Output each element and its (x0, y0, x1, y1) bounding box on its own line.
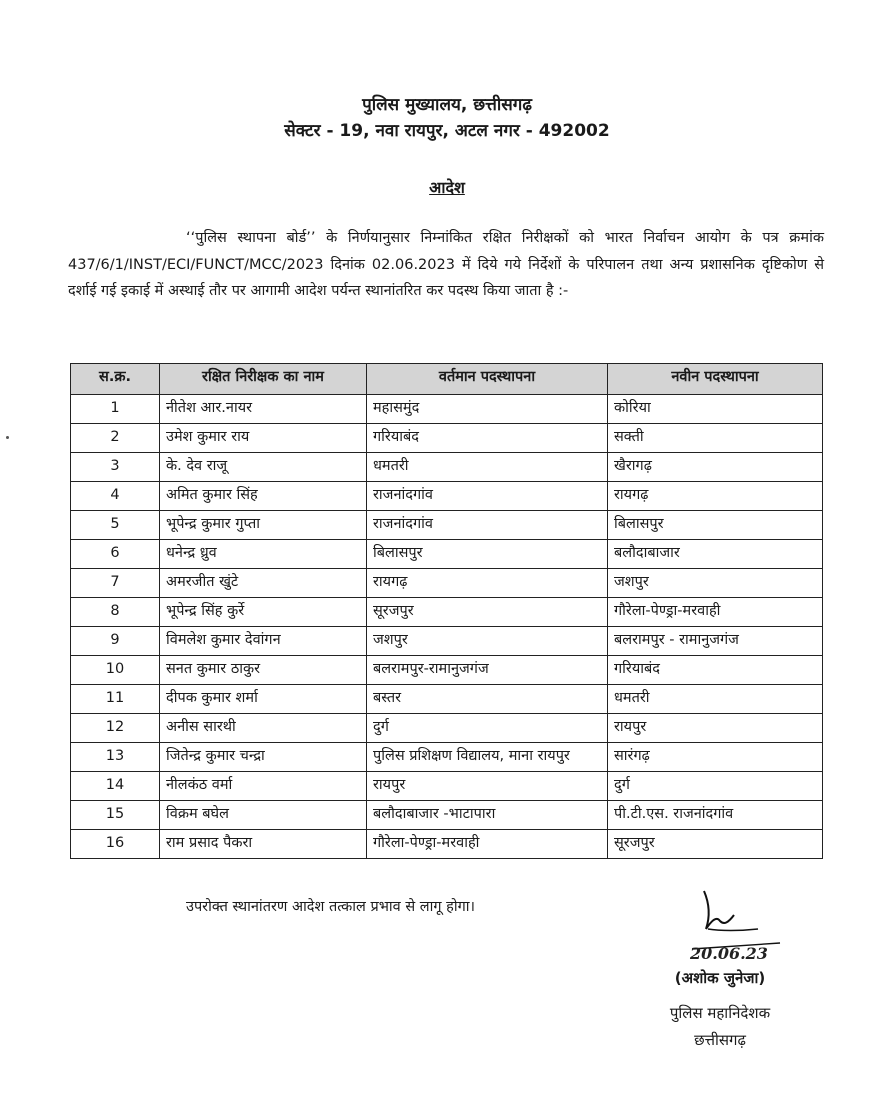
cell-current-posting: बिलासपुर (367, 540, 608, 569)
cell-name: के. देव राजू (160, 453, 367, 482)
cell-new-posting: पी.टी.एस. राजनांदगांव (608, 801, 823, 830)
table-row (71, 598, 823, 627)
scan-speck (6, 436, 9, 439)
cell-new-posting: बिलासपुर (608, 511, 823, 540)
cell-new-posting: दुर्ग (608, 772, 823, 801)
signatory-designation: पुलिस महानिदेशक (669, 1004, 771, 1022)
cell-new-posting: सूरजपुर (608, 830, 823, 859)
cell-serial: 11 (71, 685, 160, 714)
effect-note: उपरोक्त स्थानांतरण आदेश तत्काल प्रभाव से लागू होगा। (186, 899, 475, 915)
cell-current-posting: जशपुर (367, 627, 608, 656)
cell-name: उमेश कुमार राय (160, 424, 367, 453)
cell-current-posting: राजनांदगांव (367, 482, 608, 511)
cell-name: सनत कुमार ठाकुर (160, 656, 367, 685)
table-row (71, 801, 823, 830)
table-row (71, 685, 823, 714)
cell-current-posting: बलरामपुर-रामानुजगंज (367, 656, 608, 685)
cell-serial: 6 (71, 540, 160, 569)
table-body (71, 395, 823, 859)
cell-new-posting: खैरागढ़ (608, 453, 823, 482)
cell-current-posting: सूरजपुर (367, 598, 608, 627)
signatory-state: छत्तीसगढ़ (694, 1031, 746, 1049)
cell-current-posting: दुर्ग (367, 714, 608, 743)
table-row (71, 714, 823, 743)
cell-current-posting: धमतरी (367, 453, 608, 482)
cell-serial: 3 (71, 453, 160, 482)
cell-serial: 16 (71, 830, 160, 859)
cell-new-posting: गरियाबंद (608, 656, 823, 685)
header-current-posting: वर्तमान पदस्थापना (367, 364, 608, 395)
header-serial: स.क्र. (71, 364, 160, 395)
cell-name: विमलेश कुमार देवांगन (160, 627, 367, 656)
table-row (71, 743, 823, 772)
cell-serial: 15 (71, 801, 160, 830)
table-row (71, 482, 823, 511)
cell-new-posting: सारंगढ़ (608, 743, 823, 772)
table-row (71, 627, 823, 656)
cell-serial: 14 (71, 772, 160, 801)
office-address: सेक्टर - 19, नवा रायपुर, अटल नगर - 492002 (284, 121, 610, 141)
cell-name: नीतेश आर.नायर (160, 395, 367, 424)
cell-name: नीलकंठ वर्मा (160, 772, 367, 801)
cell-serial: 12 (71, 714, 160, 743)
table-row (71, 424, 823, 453)
cell-serial: 7 (71, 569, 160, 598)
cell-new-posting: जशपुर (608, 569, 823, 598)
cell-new-posting: धमतरी (608, 685, 823, 714)
signatory-name: (अशोक जुनेजा) (674, 969, 766, 987)
cell-new-posting: सक्ती (608, 424, 823, 453)
transfer-table (70, 363, 823, 859)
table-row (71, 395, 823, 424)
cell-new-posting: बलरामपुर - रामानुजगंज (608, 627, 823, 656)
cell-current-posting: गौरेला-पेण्ड्रा-मरवाही (367, 830, 608, 859)
cell-name: राम प्रसाद पैकरा (160, 830, 367, 859)
signature-date: 20.06.23 (690, 944, 768, 963)
cell-name: भूपेन्द्र कुमार गुप्ता (160, 511, 367, 540)
table-row (71, 569, 823, 598)
cell-current-posting: बस्तर (367, 685, 608, 714)
cell-serial: 9 (71, 627, 160, 656)
cell-serial: 1 (71, 395, 160, 424)
cell-serial: 13 (71, 743, 160, 772)
cell-new-posting: बलौदाबाजार (608, 540, 823, 569)
cell-current-posting: राजनांदगांव (367, 511, 608, 540)
cell-current-posting: रायगढ़ (367, 569, 608, 598)
table-header-row (71, 364, 823, 395)
cell-new-posting: रायपुर (608, 714, 823, 743)
table-row (71, 830, 823, 859)
table-row (71, 453, 823, 482)
header-name: रक्षित निरीक्षक का नाम (160, 364, 367, 395)
cell-name: विक्रम बघेल (160, 801, 367, 830)
order-title: आदेश (429, 178, 465, 197)
table-row (71, 540, 823, 569)
cell-serial: 2 (71, 424, 160, 453)
cell-current-posting: पुलिस प्रशिक्षण विद्यालय, माना रायपुर (367, 743, 608, 772)
cell-current-posting: गरियाबंद (367, 424, 608, 453)
cell-new-posting: कोरिया (608, 395, 823, 424)
cell-name: जितेन्द्र कुमार चन्द्रा (160, 743, 367, 772)
cell-name: धनेन्द्र ध्रुव (160, 540, 367, 569)
cell-new-posting: गौरेला-पेण्ड्रा-मरवाही (608, 598, 823, 627)
cell-current-posting: महासमुंद (367, 395, 608, 424)
cell-current-posting: रायपुर (367, 772, 608, 801)
cell-name: अनीस सारथी (160, 714, 367, 743)
table-row (71, 511, 823, 540)
cell-name: भूपेन्द्र सिंह कुर्रे (160, 598, 367, 627)
cell-serial: 5 (71, 511, 160, 540)
cell-serial: 10 (71, 656, 160, 685)
header-new-posting: नवीन पदस्थापना (608, 364, 823, 395)
cell-name: अमरजीत खुंटे (160, 569, 367, 598)
office-name: पुलिस मुख्यालय, छत्तीसगढ़ (362, 95, 532, 115)
table-row (71, 772, 823, 801)
cell-current-posting: बलौदाबाजार -भाटापारा (367, 801, 608, 830)
cell-serial: 8 (71, 598, 160, 627)
cell-new-posting: रायगढ़ (608, 482, 823, 511)
table-row (71, 656, 823, 685)
cell-name: अमित कुमार सिंह (160, 482, 367, 511)
cell-serial: 4 (71, 482, 160, 511)
order-paragraph: ‘‘पुलिस स्थापना बोर्ड’’ के निर्णयानुसार निम्नांकित रक्षित निरीक्षकों को भारत निर्वाचन आयोग के पत्र क्रमांक 437/6/1/INST/ECI/FUNCT/MCC/2023 दिनांक 02.06.2023 में दिये गये निर्देशों के परिपालन तथा अन्य प्रशासनिक दृष्टिकोण से दर्शाई गई इकाई में अस्थाई तौर पर आगामी आदेश पर्यन्त स्थानांतरित कर पदस्थ किया जाता है :- (68, 230, 824, 299)
cell-name: दीपक कुमार शर्मा (160, 685, 367, 714)
